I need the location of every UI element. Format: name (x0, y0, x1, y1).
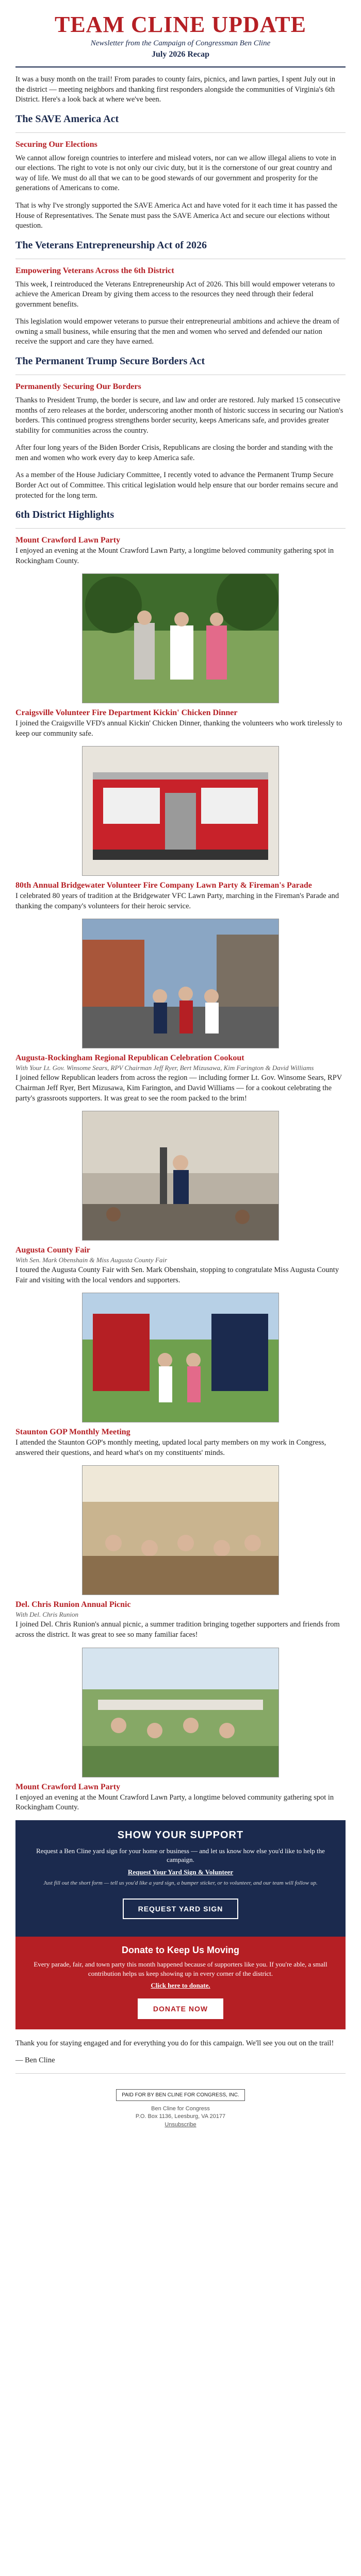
newsletter (15, 0, 346, 2139)
event-item (15, 1783, 346, 1813)
donate-now-button[interactable]: DONATE NOW (138, 1998, 223, 2019)
event-photo (82, 1111, 279, 1241)
divider (15, 2073, 346, 2074)
highlights-heading: 6th District Highlights (15, 509, 114, 521)
veterans-act-heading: The Veterans Entrepreneurship Act of 2026 (15, 239, 207, 251)
event-description: I joined fellow Republican leaders from across the region — including former Lt. Gov. Winsome Sears, RPV Chairman Jeff Ryer, Bert Mizusawa, Kim Farington, and David Williams — for a cookout celebrating the party's grassroots supporters. It was great to see the room packed to the brim! (15, 1074, 342, 1103)
footer-address: P.O. Box 1136, Leesburg, VA 20177 (135, 2113, 226, 2120)
support-box (15, 1820, 346, 1937)
divider (15, 132, 346, 133)
closing-text: Thank you for staying engaged and for everything you do for this campaign. We'll see you out on the trail! (15, 2039, 334, 2047)
masthead (15, 13, 346, 59)
border-act-subheading: Permanently Securing Our Borders (15, 382, 141, 391)
support-note: Just fill out the short form — tell us you'd like a yard sign, a bumper sticker, or to volunteer, and our team will follow up. (43, 1880, 318, 1887)
event-title: Augusta County Fair (15, 1246, 90, 1255)
event-description: I celebrated 80 years of tradition at the Bridgewater VFC Lawn Party, marching in the Fireman's Parade and thanking the company's volunteers for their heroic service. (15, 892, 339, 910)
event-description: I toured the Augusta County Fair with Sen. Mark Obenshain, stopping to congratulate Miss Augusta County Fair and visiting with the local vendors and supporters. (15, 1266, 339, 1284)
donate-heading: Donate to Keep Us Moving (121, 1945, 239, 1956)
save-act-heading: The SAVE America Act (15, 113, 119, 125)
paid-for-notice: PAID FOR BY BEN CLINE FOR CONGRESS, INC. (116, 2089, 244, 2101)
newsletter-subtitle: Newsletter from the Campaign of Congressman Ben Cline (90, 39, 271, 47)
divider (15, 66, 346, 67)
event-photo (82, 573, 279, 703)
newsletter-title: TEAM CLINE UPDATE (54, 12, 306, 37)
event-title: Mount Crawford Lawn Party (15, 536, 121, 545)
support-heading: SHOW YOUR SUPPORT (117, 1829, 244, 1841)
event-item (15, 881, 346, 1048)
event-item (15, 1428, 346, 1595)
event-item (15, 708, 346, 876)
event-item (15, 1054, 346, 1241)
save-act-p2: That is why I've strongly supported the SAVE America Act and have voted for it each time it has passed the House of Representatives. The Senate must pass the SAVE America Act and secure our elections without question. (15, 201, 338, 230)
event-photo (82, 1465, 279, 1595)
event-photo (82, 919, 279, 1048)
border-act-p2: After four long years of the Biden Border Crisis, Republicans are closing the border and standing with the men and women who work every day to keep America safe. (15, 444, 333, 462)
event-title: Staunton GOP Monthly Meeting (15, 1428, 130, 1437)
save-act-subheading: Securing Our Elections (15, 140, 97, 149)
yard-sign-link[interactable]: Request Your Yard Sign & Volunteer (127, 1868, 234, 1876)
border-act-heading: The Permanent Trump Secure Borders Act (15, 355, 205, 367)
event-title: Craigsville Volunteer Fire Department Kickin' Chicken Dinner (15, 708, 238, 718)
veterans-act-subheading: Empowering Veterans Across the 6th District (15, 266, 174, 275)
footer (15, 2105, 346, 2139)
intro-text: It was a busy month on the trail! From parades to county fairs, picnics, and lawn parties, I spent July out in the district — meeting neighbors and thanking first responders alongside the communities of Virginia's 6th District. Here's a look back at where we've been. (15, 75, 336, 104)
event-item (15, 536, 346, 703)
footer-org: Ben Cline for Congress (151, 2105, 210, 2112)
donate-box (15, 1937, 346, 2029)
border-act-p1: Thanks to President Trump, the border is secure, and law and order are restored. July marked 15 consecutive months of zero releases at the border, underscoring another month of historic success in securing our Nation's borders. This continued progress strengthens border security, keeps Americans safe, and provides greater stability for communities across the country. (15, 396, 343, 435)
request-yard-sign-button[interactable]: REQUEST YARD SIGN (123, 1899, 239, 1919)
signature: — Ben Cline (15, 2056, 55, 2065)
event-description: I enjoyed an evening at the Mount Crawford Lawn Party, a longtime beloved community gathering spot in Rockingham County. (15, 547, 334, 565)
support-text: Request a Ben Cline yard sign for your home or business — and let us know how else you'd like to help the campaign. (36, 1846, 325, 1864)
event-description: I joined the Craigsville VFD's annual Kickin' Chicken Dinner, thanking the volunteers who work tirelessly to keep our community safe. (15, 719, 342, 738)
newsletter-date: July 2026 Recap (152, 50, 209, 59)
divider (15, 528, 346, 529)
event-title: 80th Annual Bridgewater Volunteer Fire Company Lawn Party & Fireman's Parade (15, 881, 312, 890)
event-photo (82, 746, 279, 876)
event-item (15, 1600, 346, 1777)
event-title: Mount Crawford Lawn Party (15, 1782, 121, 1791)
veterans-act-p2: This legislation would empower veterans to pursue their entrepreneurial ambitions and achieve the dream of owning a small business, while ensuring that the men and women who served and defended our nation receive the support and care they have earned. (15, 317, 340, 346)
unsubscribe-link[interactable]: Unsubscribe (165, 2121, 196, 2128)
event-item (15, 1246, 346, 1422)
veterans-act-p1: This week, I reintroduced the Veterans Entrepreneurship Act of 2026. This bill would empower veterans to achieve the American Dream by giving them access to the resources they need through their federal government benefits. (15, 280, 335, 309)
event-guests: With Your Lt. Gov. Winsome Sears, RPV Chairman Jeff Ryer, Bert Mizusawa, Kim Farington & David Williams (15, 1064, 314, 1072)
event-guests: With Del. Chris Runion (15, 1611, 79, 1619)
donate-link[interactable]: Click here to donate. (151, 1981, 210, 1990)
event-photo (82, 1648, 279, 1777)
save-act-p1: We cannot allow foreign countries to interfere and mislead voters, nor can we allow illegal aliens to vote in our elections. The right to vote is not only our civic duty, but it is the cornerstone of our great country and way of life. We must do all that we can to be good stewards of our government and prosperity for the generations of Americans to come. (15, 154, 336, 193)
donate-text: Every parade, fair, and town party this month happened because of supporters like you. If you're able, a small contribution helps us keep showing up in every corner of the district. (34, 1960, 327, 1977)
border-act-p3: As a member of the House Judiciary Committee, I recently voted to advance the Permanent Trump Secure Border Act out of Committee. This critical legislation would help ensure that our border remains secure and protected for the long term. (15, 471, 338, 500)
event-title: Augusta-Rockingham Regional Republican Celebration Cookout (15, 1054, 244, 1063)
event-description: I joined Del. Chris Runion's annual picnic, a summer tradition bringing together supporters and friends from across the district. It was great to see so many familiar faces! (15, 1620, 340, 1639)
event-description: I attended the Staunton GOP's monthly meeting, updated local party members on my work in Congress, answered their questions, and heard what's on my constituents' minds. (15, 1438, 326, 1457)
event-description: I enjoyed an evening at the Mount Crawford Lawn Party, a longtime beloved community gathering spot in Rockingham County. (15, 1793, 334, 1812)
event-photo (82, 1293, 279, 1422)
event-title: Del. Chris Runion Annual Picnic (15, 1600, 131, 1609)
event-guests: With Sen. Mark Obenshain & Miss Augusta County Fair (15, 1256, 168, 1264)
